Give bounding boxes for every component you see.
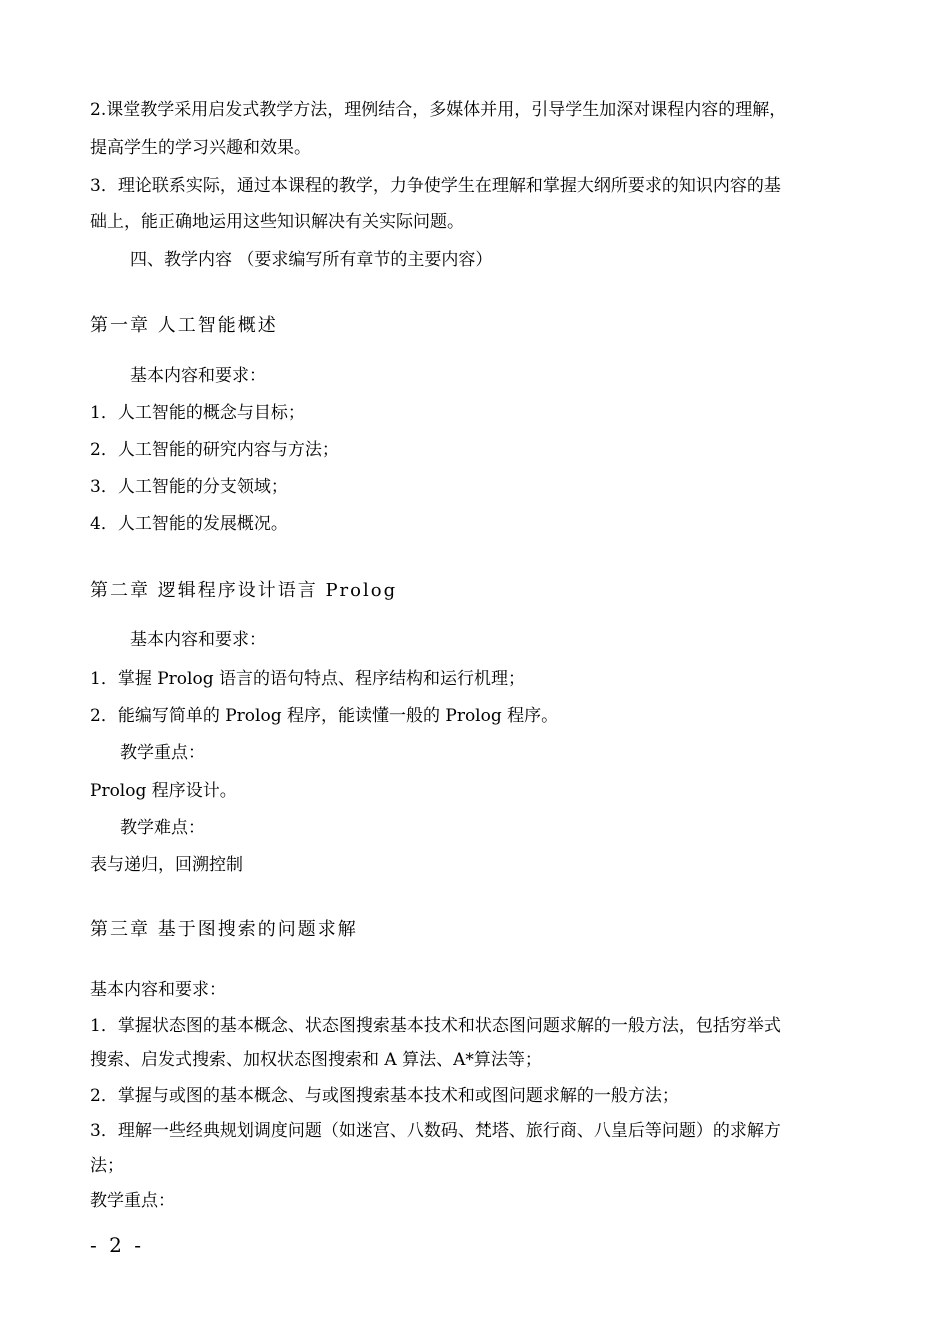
chapter-3-item-3-line-2: 法；: [90, 1156, 124, 1176]
chapter-2-title: 第二章 逻辑程序设计语言 Prolog: [90, 580, 398, 601]
chapter-1-title: 第一章 人工智能概述: [90, 315, 278, 336]
chapter-2-difficulty-label: 教学难点：: [120, 818, 205, 838]
chapter-1-item-2: 2．人工智能的研究内容与方法；: [90, 440, 339, 460]
chapter-1-req-label: 基本内容和要求：: [130, 366, 266, 386]
chapter-3-item-1-line-1: 1．掌握状态图的基本概念、状态图搜索基本技术和状态图问题求解的一般方法，包括穷举式: [90, 1016, 781, 1036]
chapter-3-title: 第三章 基于图搜索的问题求解: [90, 919, 358, 940]
chapter-3-req-label: 基本内容和要求：: [90, 980, 226, 1000]
chapter-2-item-2: 2．能编写简单的 Prolog 程序，能读懂一般的 Prolog 程序。: [90, 706, 559, 726]
page-number: - 2 -: [90, 1233, 144, 1257]
paragraph-2-line-2: 提高学生的学习兴趣和效果。: [90, 138, 311, 158]
chapter-1-item-1: 1．人工智能的概念与目标；: [90, 403, 305, 423]
chapter-2-key-label: 教学重点：: [120, 743, 205, 763]
chapter-2-req-label: 基本内容和要求：: [130, 630, 266, 650]
chapter-3-key-label: 教学重点：: [90, 1191, 175, 1211]
chapter-1-item-4: 4．人工智能的发展概况。: [90, 514, 288, 534]
chapter-2-difficulty-text: 表与递归，回溯控制: [90, 855, 243, 875]
chapter-1-item-3: 3．人工智能的分支领域；: [90, 477, 288, 497]
chapter-2-item-1: 1．掌握 Prolog 语言的语句特点、程序结构和运行机理；: [90, 669, 525, 689]
section-4-heading: 四、教学内容 （要求编写所有章节的主要内容）: [130, 250, 493, 270]
paragraph-3-line-2: 础上，能正确地运用这些知识解决有关实际问题。: [90, 212, 464, 232]
chapter-3-item-3-line-1: 3．理解一些经典规划调度问题（如迷宫、八数码、梵塔、旅行商、八皇后等问题）的求解方: [90, 1121, 781, 1141]
paragraph-3-line-1: 3．理论联系实际，通过本课程的教学，力争使学生在理解和掌握大纲所要求的知识内容的基: [90, 176, 781, 196]
chapter-3-item-1-line-2: 搜索、启发式搜索、加权状态图搜索和 A 算法、A*算法等；: [90, 1050, 542, 1070]
chapter-2-key-text: Prolog 程序设计。: [90, 781, 237, 801]
paragraph-2-line-1: 2.课堂教学采用启发式教学方法，理例结合，多媒体并用，引导学生加深对课程内容的理解，: [90, 100, 787, 120]
chapter-3-item-2: 2．掌握与或图的基本概念、与或图搜索基本技术和或图问题求解的一般方法；: [90, 1086, 679, 1106]
